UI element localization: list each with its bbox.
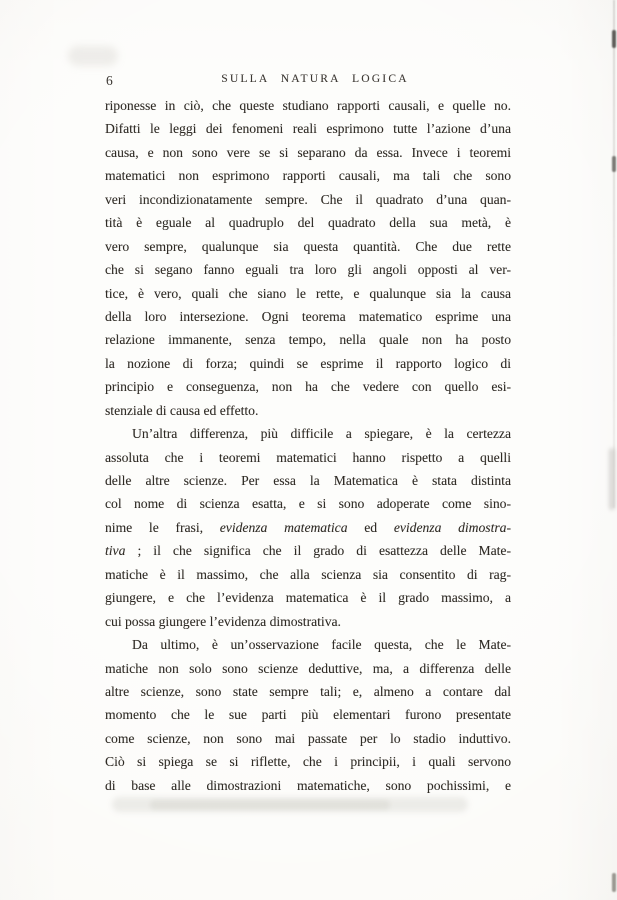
text-line xyxy=(105,539,511,562)
show-through-ghost-text xyxy=(112,797,468,812)
italic-text: tiva xyxy=(105,543,126,559)
scan-edge-mark xyxy=(612,30,616,48)
text-line: Un’altra differenza, più difficile a spiegare, è la certezza xyxy=(132,426,511,442)
paragraph xyxy=(105,633,511,797)
text-line: momento che le sue parti più elementari furono presentate xyxy=(105,707,511,723)
text-line: che si segano fanno eguali tra loro gli angoli opposti al ver- xyxy=(105,262,511,278)
text-line: relazione immanente, senza tempo, nella quale non ha posto xyxy=(105,332,511,348)
text-line: giungere, e che l’evidenza matematica è il grado massimo, a xyxy=(105,590,511,606)
running-header-title: SULLA NATURA LOGICA xyxy=(221,73,409,85)
scan-smudge xyxy=(68,46,118,66)
italic-text: evidenza matematica xyxy=(219,519,348,535)
text-line: di base alle dimostrazioni matematiche, sono pochissimi, e xyxy=(105,777,511,793)
text-line: Da ultimo, è un’osservazione facile questa, che le Mate- xyxy=(132,637,511,653)
text-line: matematici non esprimono rapporti causali, ma tali che sono xyxy=(105,168,511,184)
text-line: principio e conseguenza, non ha che vedere con quello esi- xyxy=(105,379,511,395)
text-line: assoluta che i teoremi matematici hanno rispetto a quelli xyxy=(105,449,511,465)
text-segment: ed xyxy=(347,519,394,535)
text-line: Difatti le leggi dei fenomeni reali esprimono tutte l’azione d’una xyxy=(105,121,511,137)
text-line: della loro intersezione. Ogni teorema matematico esprime una xyxy=(105,308,511,324)
text-block xyxy=(105,94,511,797)
text-line: riponesse in ciò, che queste studiano rapporti causali, e quelle no. xyxy=(105,98,511,113)
text-line: matiche è il massimo, che alla scienza sia consentito di rag- xyxy=(105,566,511,582)
text-line: tità è eguale al quadruplo del quadrato della sua metà, è xyxy=(105,215,511,231)
running-head xyxy=(105,73,511,91)
text-segment: ; il che significa che il grado di esattezza delle Mate- xyxy=(125,543,511,559)
text-line: Ciò si spiega se si riflette, che i principii, i quali servono xyxy=(105,754,511,770)
text-line xyxy=(105,516,511,539)
page-number: 6 xyxy=(106,73,113,88)
scan-corner-mark xyxy=(612,873,616,892)
italic-text: evidenza dimostra- xyxy=(393,519,511,535)
scan-edge-mark xyxy=(612,156,616,172)
text-line: cui possa giungere l’evidenza dimostrativa. xyxy=(105,613,341,629)
text-line: col nome di scienza esatta, e si sono adoperate come sino- xyxy=(105,496,511,512)
text-line: veri incondizionatamente sempre. Che il quadrato d’una quan- xyxy=(105,191,511,207)
paragraph xyxy=(105,422,511,633)
text-line: la nozione di forza; quindi se esprime il rapporto logico di xyxy=(105,355,511,371)
scan-edge-smudge xyxy=(609,448,615,510)
text-segment: nime le frasi, xyxy=(105,519,220,535)
text-line: delle altre scienze. Per essa la Matematica è stata distinta xyxy=(105,473,511,488)
text-line: stenziale di causa ed effetto. xyxy=(105,402,259,418)
text-line: come scienze, non sono mai passate per lo stadio induttivo. xyxy=(105,730,511,746)
text-line: matiche non solo sono scienze deduttive, ma, a differenza delle xyxy=(105,660,511,676)
text-line: vero sempre, qualunque sia questa quantità. Che due rette xyxy=(105,238,511,254)
text-line: tice, è vero, quali che siano le rette, e qualunque sia la causa xyxy=(105,285,511,301)
paragraph xyxy=(105,94,511,422)
scan-edge-line xyxy=(613,0,615,508)
show-through-ghost-text xyxy=(150,800,390,810)
text-line: causa, e non sono vere se si separano da essa. Invece i teoremi xyxy=(105,144,511,160)
text-line: altre scienze, sono state sempre tali; e, almeno a contare dal xyxy=(105,683,511,699)
